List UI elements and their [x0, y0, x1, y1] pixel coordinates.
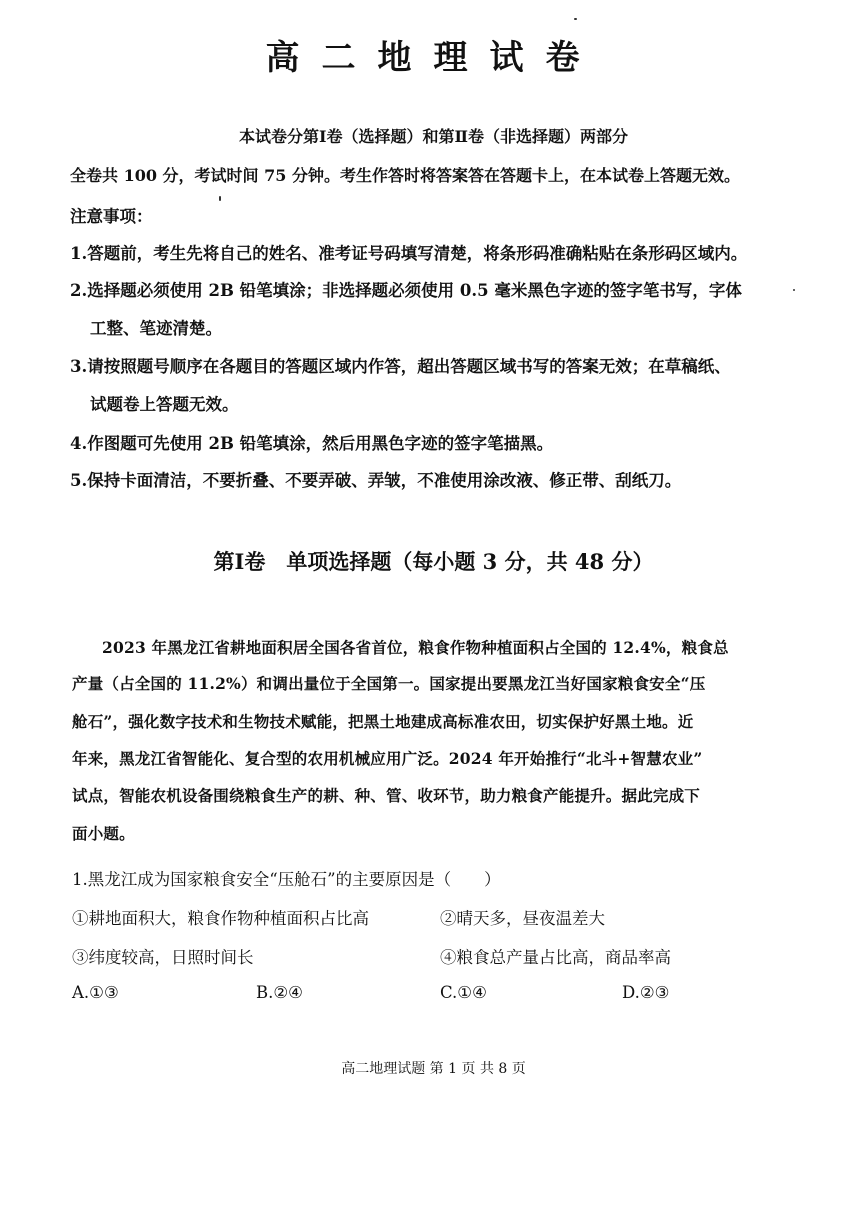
statement-1: ①耕地面积大，粮食作物种植面积占比高 [72, 909, 369, 928]
note-line-2-cont: 工整、笔迹清楚。 [90, 319, 222, 338]
passage-line-4: 年来，黑龙江省智能化、复合型的农用机械应用广泛。2024 年开始推行“北斗+智慧农业” [72, 749, 703, 768]
page-title: 高二地理试卷 [265, 38, 602, 78]
page-footer: 高二地理试题 第 1 页 共 8 页 [341, 1061, 526, 1077]
statement-3: ③纬度较高，日照时间长 [72, 948, 254, 967]
question-1-stem: 1.黑龙江成为国家粮食安全“压舱石”的主要原因是（ ） [72, 870, 501, 889]
passage-line-6: 面小题。 [72, 824, 135, 843]
note-line-3-cont: 试题卷上答题无效。 [90, 395, 239, 414]
intro-line-2: 全卷共 100 分，考试时间 75 分钟。考生作答时将答案答在答题卡上，在本试卷上答题无效。 [70, 166, 740, 185]
scan-speck [219, 196, 221, 201]
note-line-1: 1.答题前，考生先将自己的姓名、准考证号码填写清楚，将条形码准确粘贴在条形码区域内。 [70, 244, 748, 263]
statement-4: ④粮食总产量占比高，商品率高 [440, 948, 671, 967]
section-title: 第Ⅰ卷 单项选择题（每小题 3 分，共 48 分） [213, 549, 654, 574]
note-line-2: 2.选择题必须使用 2B 铅笔填涂；非选择题必须使用 0.5 毫米黑色字迹的签字笔书写，字体 [70, 281, 742, 300]
note-line-5: 5.保持卡面清洁，不要折叠、不要弄破、弄皱，不准使用涂改液、修正带、刮纸刀。 [70, 471, 682, 490]
choice-d: D.②③ [622, 983, 670, 1002]
scan-speck [574, 18, 577, 20]
notes-heading: 注意事项： [70, 207, 153, 226]
scan-speck [793, 289, 795, 291]
passage-line-3: 舱石”，强化数字技术和生物技术赋能，把黑土地建成高标准农田，切实保护好黑土地。近 [72, 712, 694, 731]
passage-line-1: 2023 年黑龙江省耕地面积居全国各省首位，粮食作物种植面积占全国的 12.4%，粮食总 [102, 638, 729, 657]
intro-line-1: 本试卷分第Ⅰ卷（选择题）和第Ⅱ卷（非选择题）两部分 [239, 127, 628, 146]
passage-line-2: 产量（占全国的 11.2%）和调出量位于全国第一。国家提出要黑龙江当好国家粮食安全“压 [72, 674, 706, 693]
choice-c: C.①④ [440, 983, 487, 1002]
passage-line-5: 试点，智能农机设备围绕粮食生产的耕、种、管、收环节，助力粮食产能提升。据此完成下 [72, 786, 701, 805]
choice-a: A.①③ [72, 983, 119, 1002]
choice-b: B.②④ [256, 983, 303, 1002]
note-line-4: 4.作图题可先使用 2B 铅笔填涂，然后用黑色字迹的签字笔描黑。 [70, 434, 554, 453]
note-line-3: 3.请按照题号顺序在各题目的答题区域内作答，超出答题区域书写的答案无效；在草稿纸、 [70, 357, 731, 376]
statement-2: ②晴天多，昼夜温差大 [440, 909, 605, 928]
